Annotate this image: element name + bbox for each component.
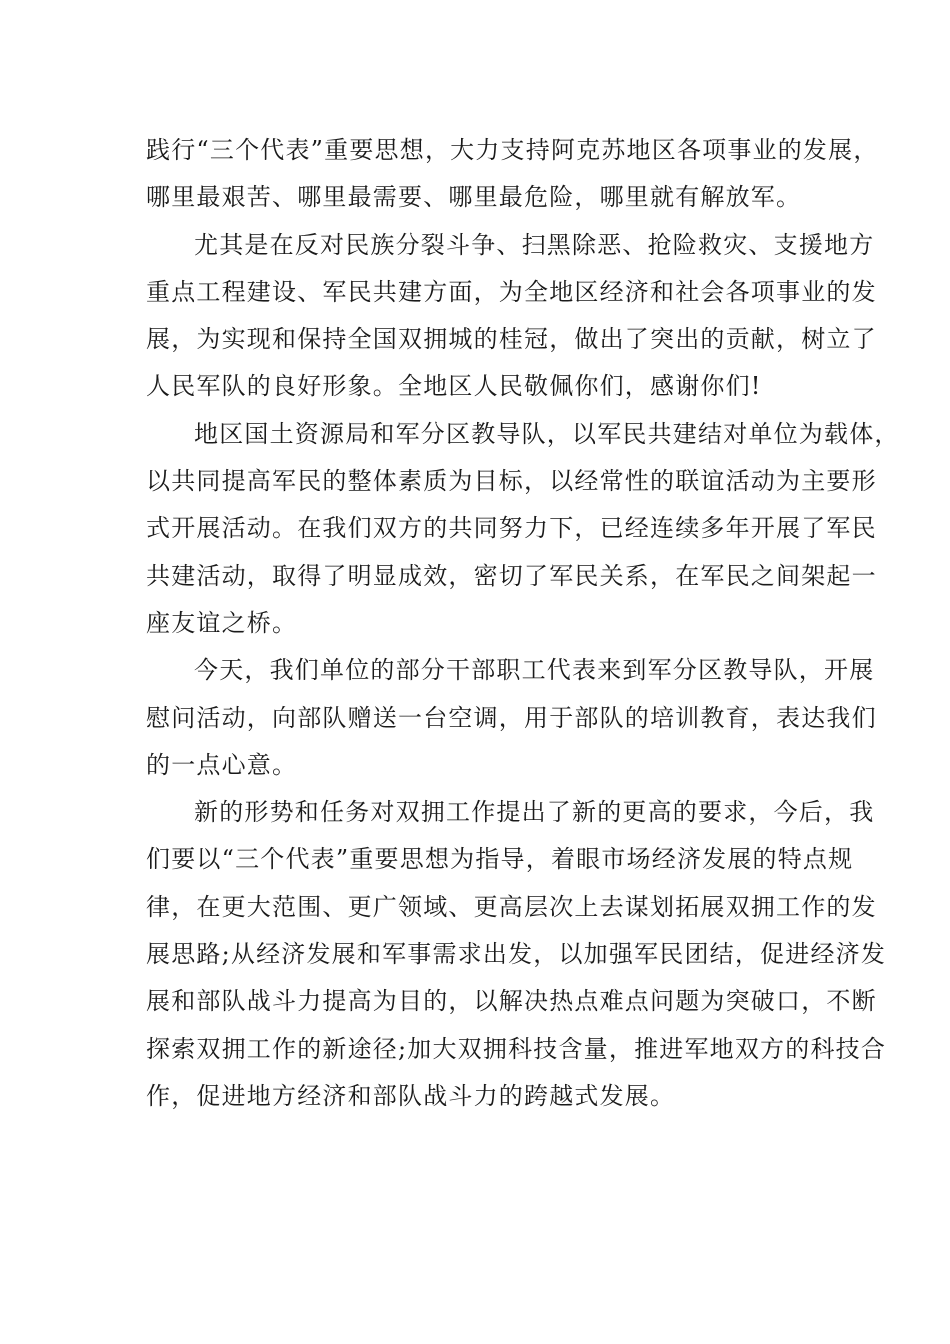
text-line: 共建活动，取得了明显成效，密切了军民关系，在军民之间架起一	[146, 561, 877, 590]
text-line: 新的形势和任务对双拥工作提出了新的更高的要求，今后，我	[194, 798, 875, 827]
paragraph-3	[146, 411, 900, 647]
text-line: 座友谊之桥。	[146, 608, 298, 637]
text-line: 展，为实现和保持全国双拥城的桂冠，做出了突出的贡献，树立了	[146, 325, 877, 354]
text-line: 地区国土资源局和军分区教导队，以军民共建结对单位为载体，	[194, 419, 900, 448]
text-line: 式开展活动。在我们双方的共同努力下，已经连续多年开展了军民	[146, 514, 877, 543]
paragraph-5	[146, 789, 887, 1120]
paragraph-2	[146, 222, 877, 411]
text-line: 以共同提高军民的整体素质为目标，以经常性的联谊活动为主要形	[146, 467, 877, 496]
document-body	[146, 127, 900, 1120]
text-line: 今天，我们单位的部分干部职工代表来到军分区教导队，开展	[194, 656, 875, 685]
text-line: 作，促进地方经济和部队战斗力的跨越式发展。	[146, 1081, 676, 1110]
text-line: 重点工程建设、军民共建方面，为全地区经济和社会各项事业的发	[146, 277, 877, 306]
paragraph-4	[146, 647, 877, 789]
text-line: 展和部队战斗力提高为目的，以解决热点难点问题为突破口，不断	[146, 987, 877, 1016]
text-line: 哪里最艰苦、哪里最需要、哪里最危险，哪里就有解放军。	[146, 183, 802, 212]
text-line: 探索双拥工作的新途径;加大双拥科技含量，推进军地双方的科技合	[146, 1034, 887, 1063]
text-line: 展思路;从经济发展和军事需求出发，以加强军民团结，促进经济发	[146, 940, 887, 969]
text-line: 践行“三个代表”重要思想，大力支持阿克苏地区各项事业的发展，	[146, 136, 879, 164]
text-line: 慰问活动，向部队赠送一台空调，用于部队的培训教育，表达我们	[146, 703, 877, 732]
text-line: 尤其是在反对民族分裂斗争、扫黑除恶、抢险救灾、支援地方	[194, 230, 875, 259]
text-line: 人民军队的良好形象。全地区人民敬佩你们，感谢你们!	[146, 372, 762, 401]
text-line: 律，在更大范围、更广领域、更高层次上去谋划拓展双拥工作的发	[146, 892, 877, 921]
text-line: 的一点心意。	[146, 750, 298, 779]
paragraph-1	[146, 127, 879, 222]
text-line: 们要以“三个代表”重要思想为指导，着眼市场经济发展的特点规	[146, 845, 854, 874]
